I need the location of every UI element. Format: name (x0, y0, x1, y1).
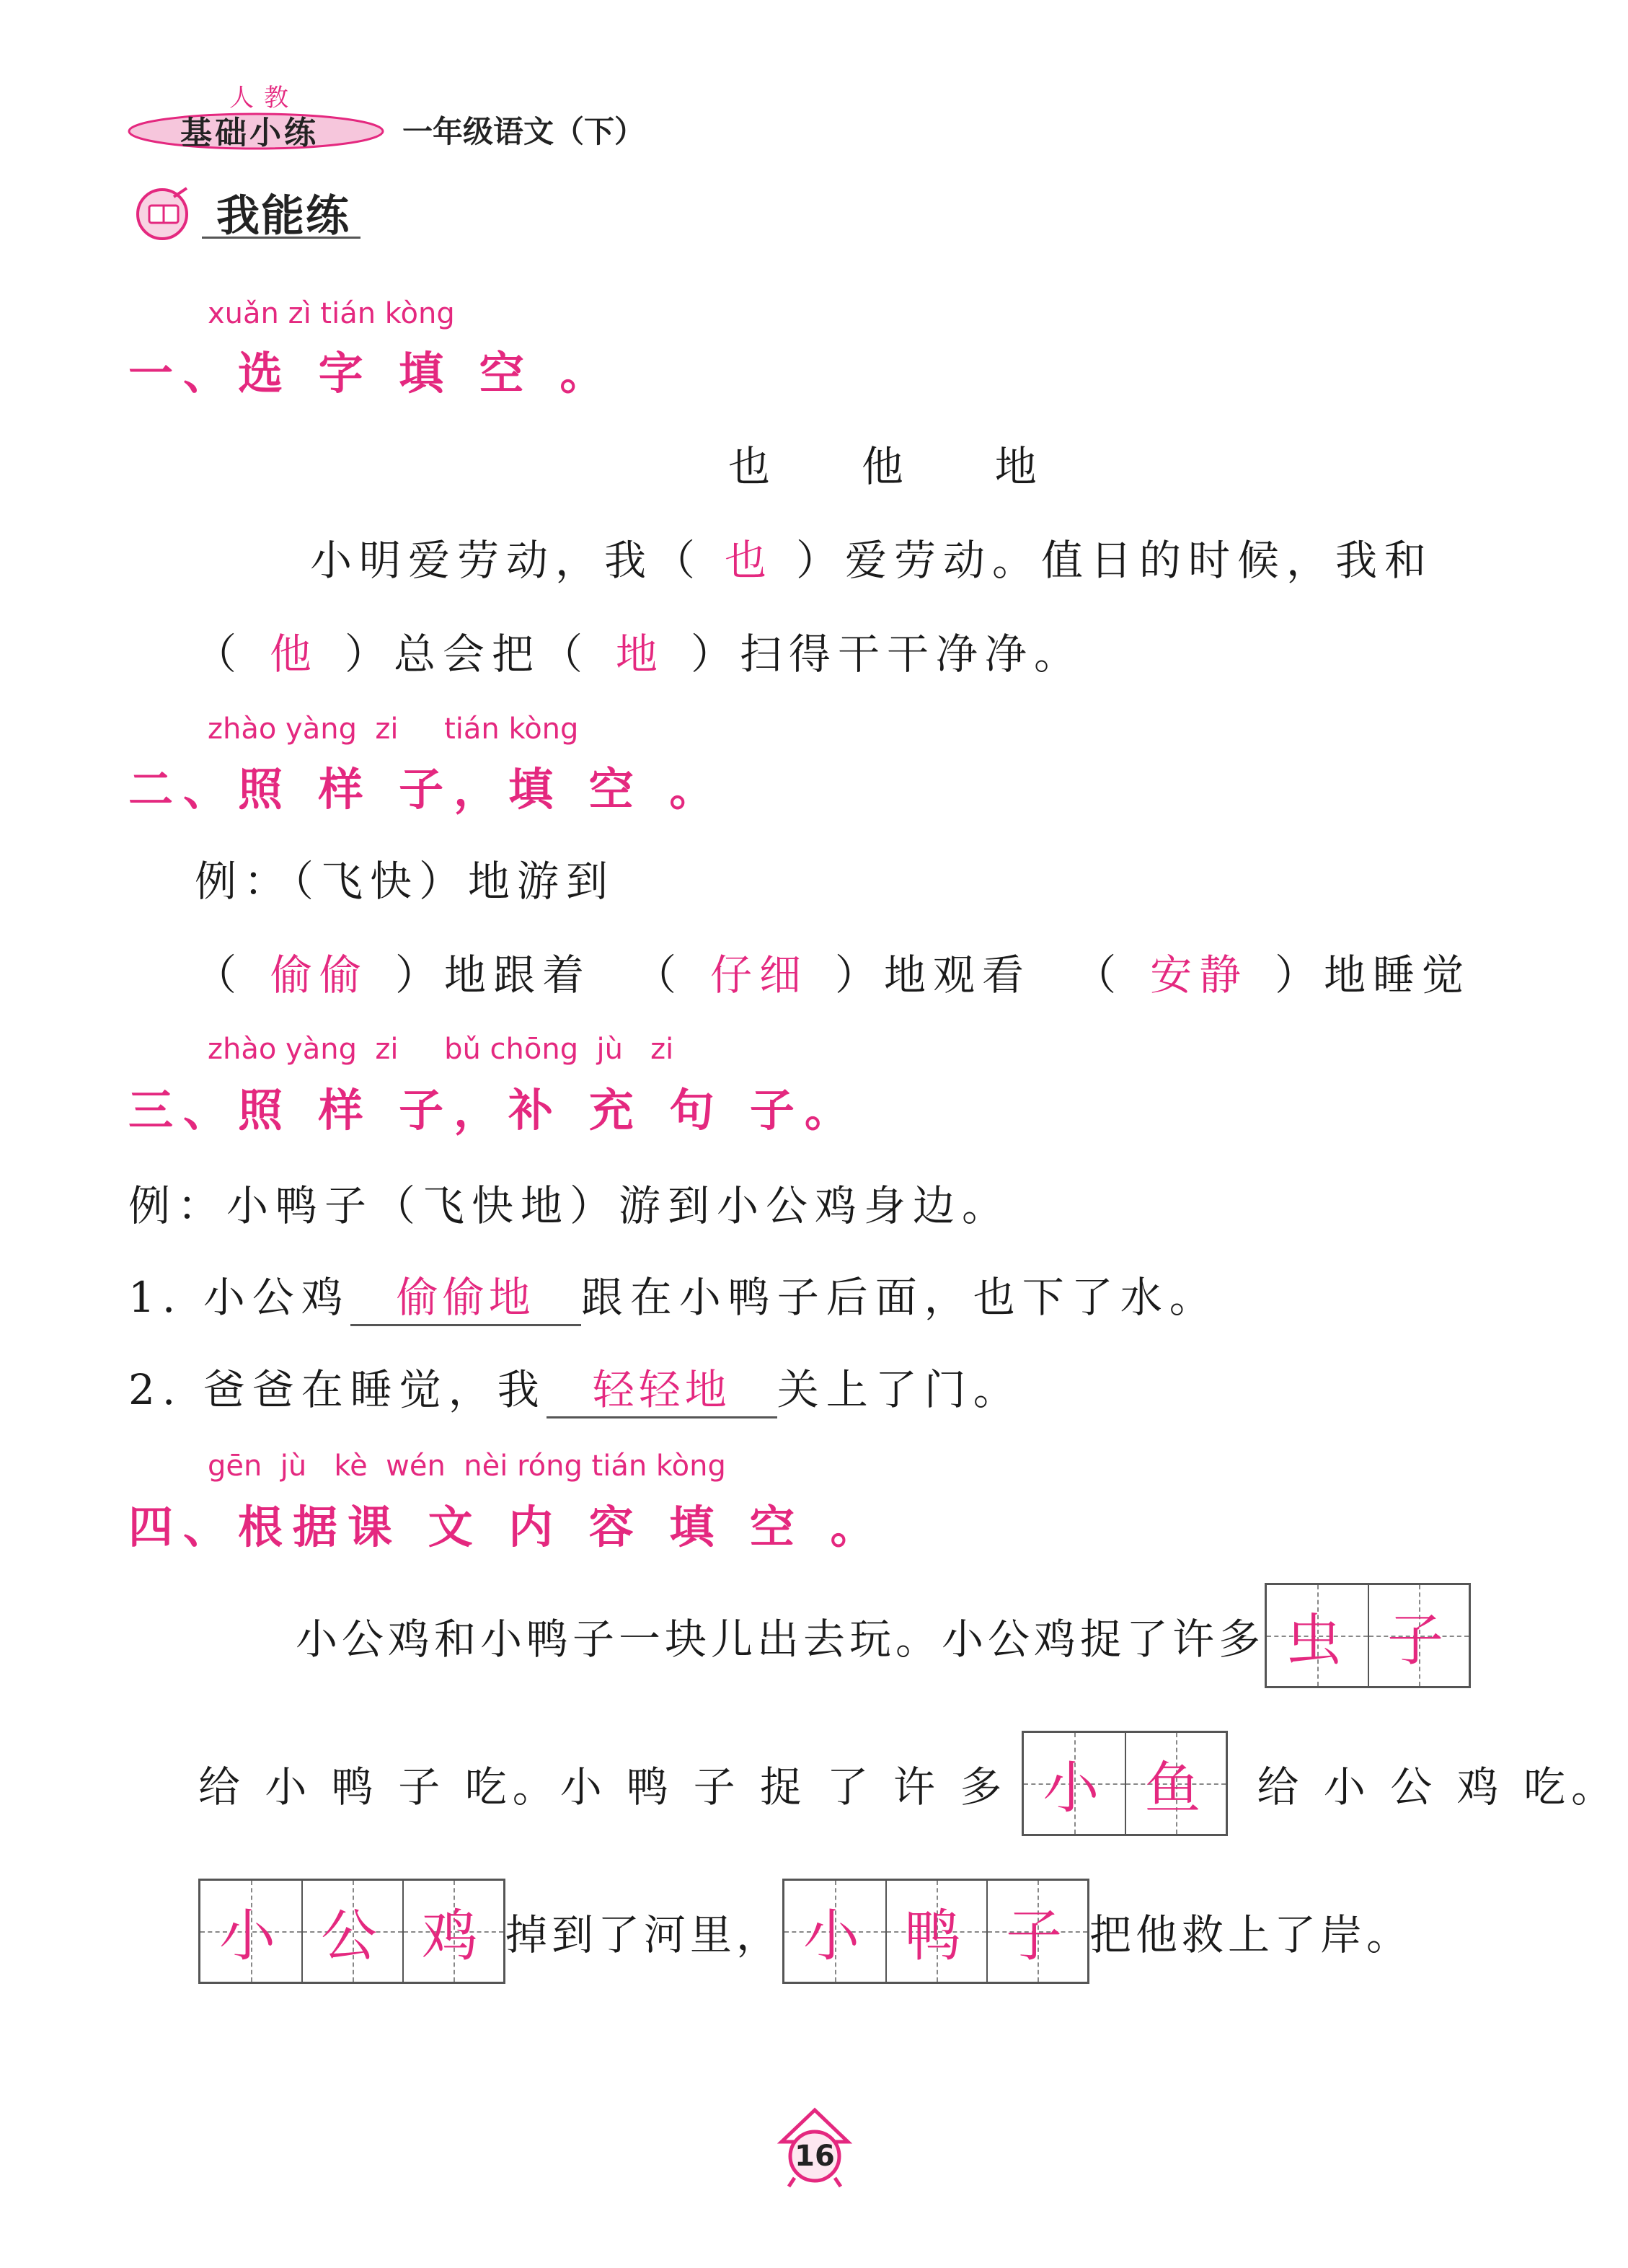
q4-line-3 (198, 1879, 1412, 1984)
writing-cell: 公 (301, 1881, 402, 1982)
q3-sentence-1 (128, 1263, 1218, 1326)
writing-cell: 子 (986, 1881, 1087, 1982)
writing-cell: 子 (1368, 1585, 1469, 1686)
q4-line-2 (198, 1731, 1619, 1836)
publisher-label: 人教 (229, 84, 298, 112)
book-icon (133, 184, 200, 242)
q3-s2-end: 关上了门。 (777, 1365, 1022, 1414)
q2-close-2: ）地观看 (835, 950, 1032, 1000)
q2-pinyin: zhào yàng zi tián kòng (208, 712, 579, 746)
q4-line-1 (296, 1583, 1471, 1688)
q3-s1-start: 1. 小公鸡 (128, 1273, 350, 1322)
writing-cell: 小 (1024, 1733, 1125, 1834)
q1-line1-start: 小明爱劳动，我（ (310, 536, 703, 585)
q3-answer-2: 轻轻地 (547, 1356, 777, 1418)
q2-answer-1: 偷偷 (270, 950, 369, 1000)
q2-answer-2: 仔细 (710, 950, 809, 1000)
q4-l3-grid-a (198, 1879, 505, 1984)
q2-open-1: （ (195, 950, 244, 1000)
writing-cell: 鸭 (885, 1881, 986, 1982)
q4-l2-text: 给 小 鸭 子 吃。小 鸭 子 捉 了 许 多 (198, 1762, 1008, 1812)
q1-answer-2: 他 (270, 630, 319, 679)
q3-title: 三、照 样 子，补 充 句 子。 (128, 1084, 859, 1137)
q4-l3-mid: 掉到了河里， (505, 1910, 783, 1959)
q1-pinyin: xuǎn zì tián kòng (208, 297, 455, 330)
q2-close-1: ）地跟着 (395, 950, 592, 1000)
q4-l2-end: 给 小 公 鸡 吃。 (1257, 1762, 1619, 1812)
q1-options: 也 他 地 (728, 442, 1058, 491)
q2-title: 二、照 样 子，填 空 。 (128, 763, 725, 816)
q1-answer-3: 地 (616, 630, 665, 679)
grade-label: 一年级语文（下） (402, 114, 645, 149)
q2-row (195, 941, 1471, 1002)
q3-sentence-2 (128, 1356, 1022, 1418)
q4-l2-grid (1022, 1731, 1228, 1836)
section-icon (133, 184, 200, 244)
q3-example: 例：小鸭子（飞快地）游到小公鸡身边。 (128, 1181, 1012, 1230)
q1-line2-end: ）扫得干干净净。 (691, 630, 1084, 679)
section-underline (202, 237, 360, 239)
q1-line2-open: （ (195, 630, 244, 679)
q2-open-3: （ (1074, 950, 1124, 1000)
q1-line1 (310, 526, 1433, 587)
q1-line2-mid: ）总会把（ (345, 630, 590, 679)
q2-close-3: ）地睡觉 (1275, 950, 1472, 1000)
q4-pinyin: gēn jù kè wén nèi róng tián kòng (208, 1450, 726, 1483)
section-title: 我能练 (216, 191, 350, 242)
q4-l1-text: 小公鸡和小鸭子一块儿出去玩。小公鸡捉了许多 (296, 1615, 1265, 1664)
q1-answer-1: 也 (725, 536, 774, 585)
writing-cell: 鸡 (402, 1881, 503, 1982)
q2-answer-3: 安静 (1150, 950, 1249, 1000)
q1-line1-end: ）爱劳动。值日的时候，我和 (796, 536, 1434, 585)
page-number: 16 (795, 2140, 835, 2173)
series-title: 基础小练 (180, 115, 319, 151)
q2-open-2: （ (634, 950, 684, 1000)
q2-example: 例：（飞快）地游到 (195, 857, 616, 906)
q4-l1-grid (1265, 1583, 1471, 1688)
q3-s2-start: 2. 爸爸在睡觉，我 (128, 1365, 547, 1414)
q4-title: 四、根据课 文 内 容 填 空 。 (128, 1501, 885, 1553)
writing-cell: 鱼 (1125, 1733, 1226, 1834)
q3-answer-1: 偷偷地 (350, 1263, 581, 1326)
q3-pinyin: zhào yàng zi bǔ chōng jù zi (208, 1033, 674, 1066)
writing-cell: 小 (200, 1881, 301, 1982)
q3-s1-end: 跟在小鸭子后面，也下了水。 (580, 1273, 1218, 1322)
q1-line2 (195, 620, 1083, 681)
q4-l3-grid-b (782, 1879, 1089, 1984)
q4-l3-end: 把他救上了岸。 (1089, 1910, 1413, 1959)
writing-cell: 虫 (1267, 1585, 1368, 1686)
q1-title: 一、选 字 填 空 。 (128, 347, 615, 400)
writing-cell: 小 (784, 1881, 885, 1982)
